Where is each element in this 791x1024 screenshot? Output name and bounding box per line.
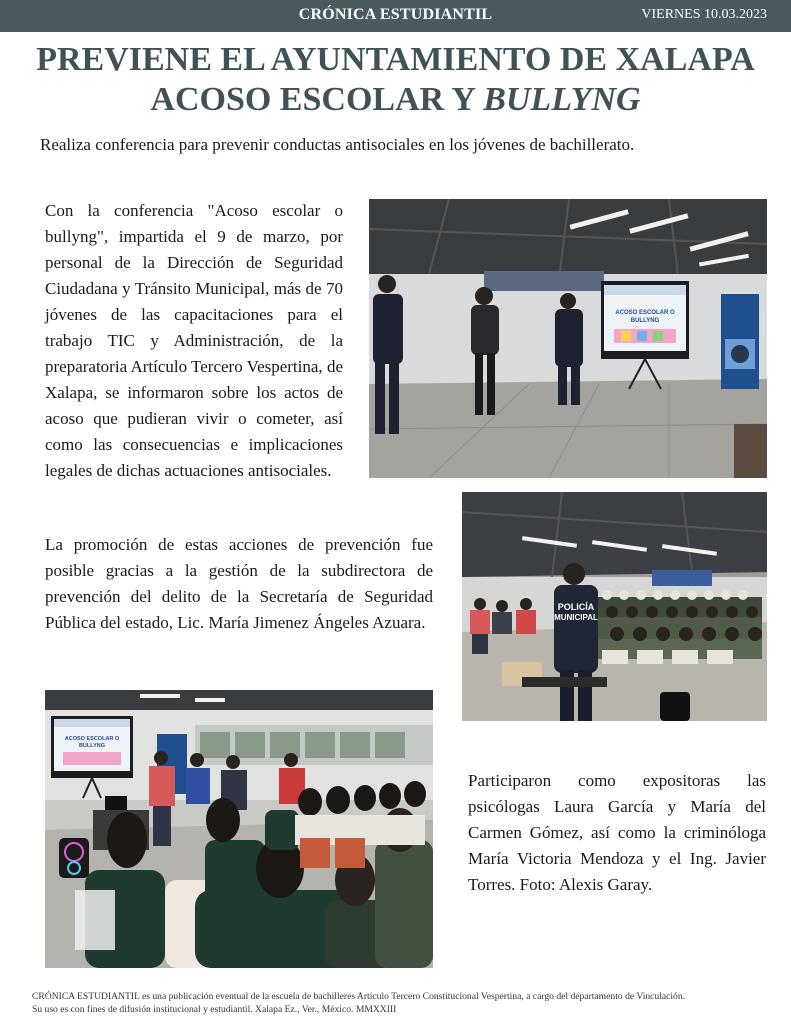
publication-name: CRÓNICA ESTUDIANTIL bbox=[298, 6, 493, 23]
footer-line-2: Su uso es con fines de difusión institucional y estudiantil. Xalapa Ez., Ver., México. MMXXIII bbox=[32, 1004, 397, 1015]
article-subtitle: Realiza conferencia para prevenir conductas antisociales en los jóvenes de bachillerato. bbox=[40, 135, 635, 154]
photo-officer-audience bbox=[462, 492, 767, 721]
article-paragraph-1: Con la conferencia "Acoso escolar o bullyng", impartida el 9 de marzo, por personal de la Dirección de Seguridad Ciudadana y Tránsito Municipal, más de 70 jóvenes de las capacitaciones para el trabajo TIC y Administración, de la preparatoria Artículo Tercero Vespertina, de Xalapa, se informaron sobre los actos de acoso que pudieran vivir o cometer, así como las consecuencias e implicaciones legales de dichas actuaciones antisociales. bbox=[45, 201, 343, 480]
jacket-text-line-1: POLICÍA bbox=[557, 602, 595, 612]
photo-conference-stage bbox=[369, 199, 767, 478]
slide-title-line-1: ACOSO ESCOLAR O bbox=[615, 310, 675, 316]
article-paragraph-2: La promoción de estas acciones de prevención fue posible gracias a la gestión de la subdirectora de prevención del delito de la Secretaría de Seguridad Pública del estado, Lic. María Jimenez Ángeles Azuara. bbox=[45, 535, 433, 632]
headline-line-2 bbox=[0, 80, 791, 120]
slide-title-line-2: BULLYNG bbox=[630, 318, 660, 324]
header-bar bbox=[0, 0, 791, 32]
photo-students-audience bbox=[45, 690, 433, 968]
headline-line-2-italic: BULLYNG bbox=[483, 81, 641, 118]
headline-line-1: PREVIENE EL AYUNTAMIENTO DE XALAPA bbox=[36, 41, 755, 78]
footer-line-1: CRÓNICA ESTUDIANTIL es una publicación eventual de la escuela de bachilleres Artículo Tercero Constitucional Vespertina, a cargo del departamento de Vinculación. bbox=[32, 991, 686, 1002]
slide3-title-line-2: BULLYNG bbox=[78, 743, 106, 749]
article-paragraph-3: Participaron como expositoras las psicólogas Laura García y María del Carmen Gómez, así como la criminóloga María Victoria Mendoza y el Ing. Javier Torres. Foto: Alexis Garay. bbox=[468, 771, 766, 894]
issue-date: VIERNES 10.03.2023 bbox=[641, 7, 767, 22]
headline-line-2-main: ACOSO ESCOLAR Y bbox=[150, 81, 475, 118]
jacket-text-line-2: MUNICIPAL bbox=[554, 613, 598, 622]
footer bbox=[32, 990, 772, 1016]
slide3-title-line-1: ACOSO ESCOLAR O bbox=[64, 736, 120, 742]
